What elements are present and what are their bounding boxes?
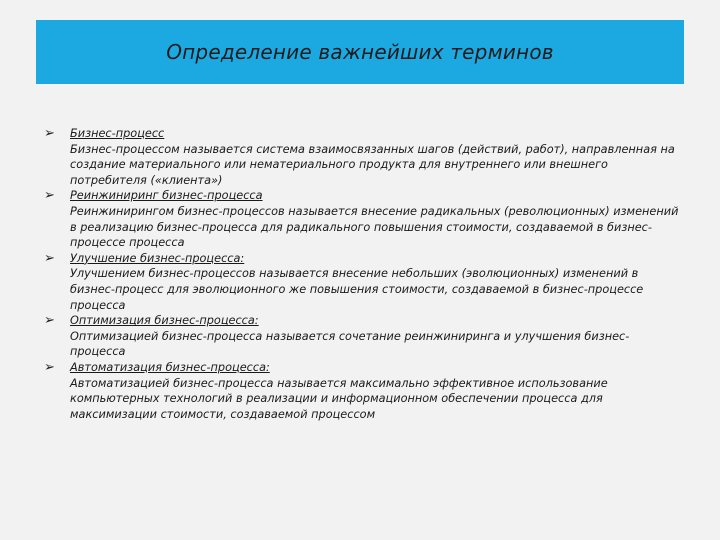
term-definition: Оптимизацией бизнес-процесса называется сочетание реинжиниринга и улучшения бизнес-процесса xyxy=(70,329,630,359)
term-definition: Автоматизацией бизнес-процесса называется максимально эффективное использование компьютерных технологий в реализации и информационном обеспечении процесса для максимизации стоимости, создаваемой процессом xyxy=(70,376,608,421)
term-label: Реинжиниринг бизнес-процесса xyxy=(70,189,263,203)
slide-title: Определение важнейших терминов xyxy=(166,40,554,64)
list-item xyxy=(44,126,684,188)
term-label: Оптимизация бизнес-процесса: xyxy=(70,314,259,328)
list-item xyxy=(44,360,684,422)
list-item xyxy=(44,188,684,250)
term-label: Бизнес-процесс xyxy=(70,127,165,140)
term-label: Автоматизация бизнес-процесса: xyxy=(70,360,270,374)
term-definition: Реинжинирингом бизнес-процессов называется внесение радикальных (революционных) изменений в реализацию бизнес-процесса для радикального повышения стоимости, создаваемой в бизнес-процессе процесса xyxy=(70,204,679,250)
arrow-bullet-icon: ➢ xyxy=(44,313,55,329)
term-definition: Улучшением бизнес-процессов называется внесение небольших (эволюционных) изменений в бизнес-процесс для эволюционного же повышения стоимости, создаваемой в бизнес-процессе процесса xyxy=(70,267,644,312)
arrow-bullet-icon: ➢ xyxy=(44,188,55,204)
term-definition: Бизнес-процессом называется система взаимосвязанных шагов (действий, работ), направленная на создание материального или нематериального продукта для внутреннего или внешнего потребителя («клиента») xyxy=(70,142,675,187)
list-item xyxy=(44,251,684,313)
term-label: Улучшение бизнес-процесса: xyxy=(70,251,245,265)
list-item xyxy=(44,313,684,360)
arrow-bullet-icon: ➢ xyxy=(44,359,55,375)
arrow-bullet-icon: ➢ xyxy=(44,250,55,266)
title-banner xyxy=(36,20,684,84)
arrow-bullet-icon: ➢ xyxy=(44,126,55,141)
terms-list xyxy=(44,126,684,422)
